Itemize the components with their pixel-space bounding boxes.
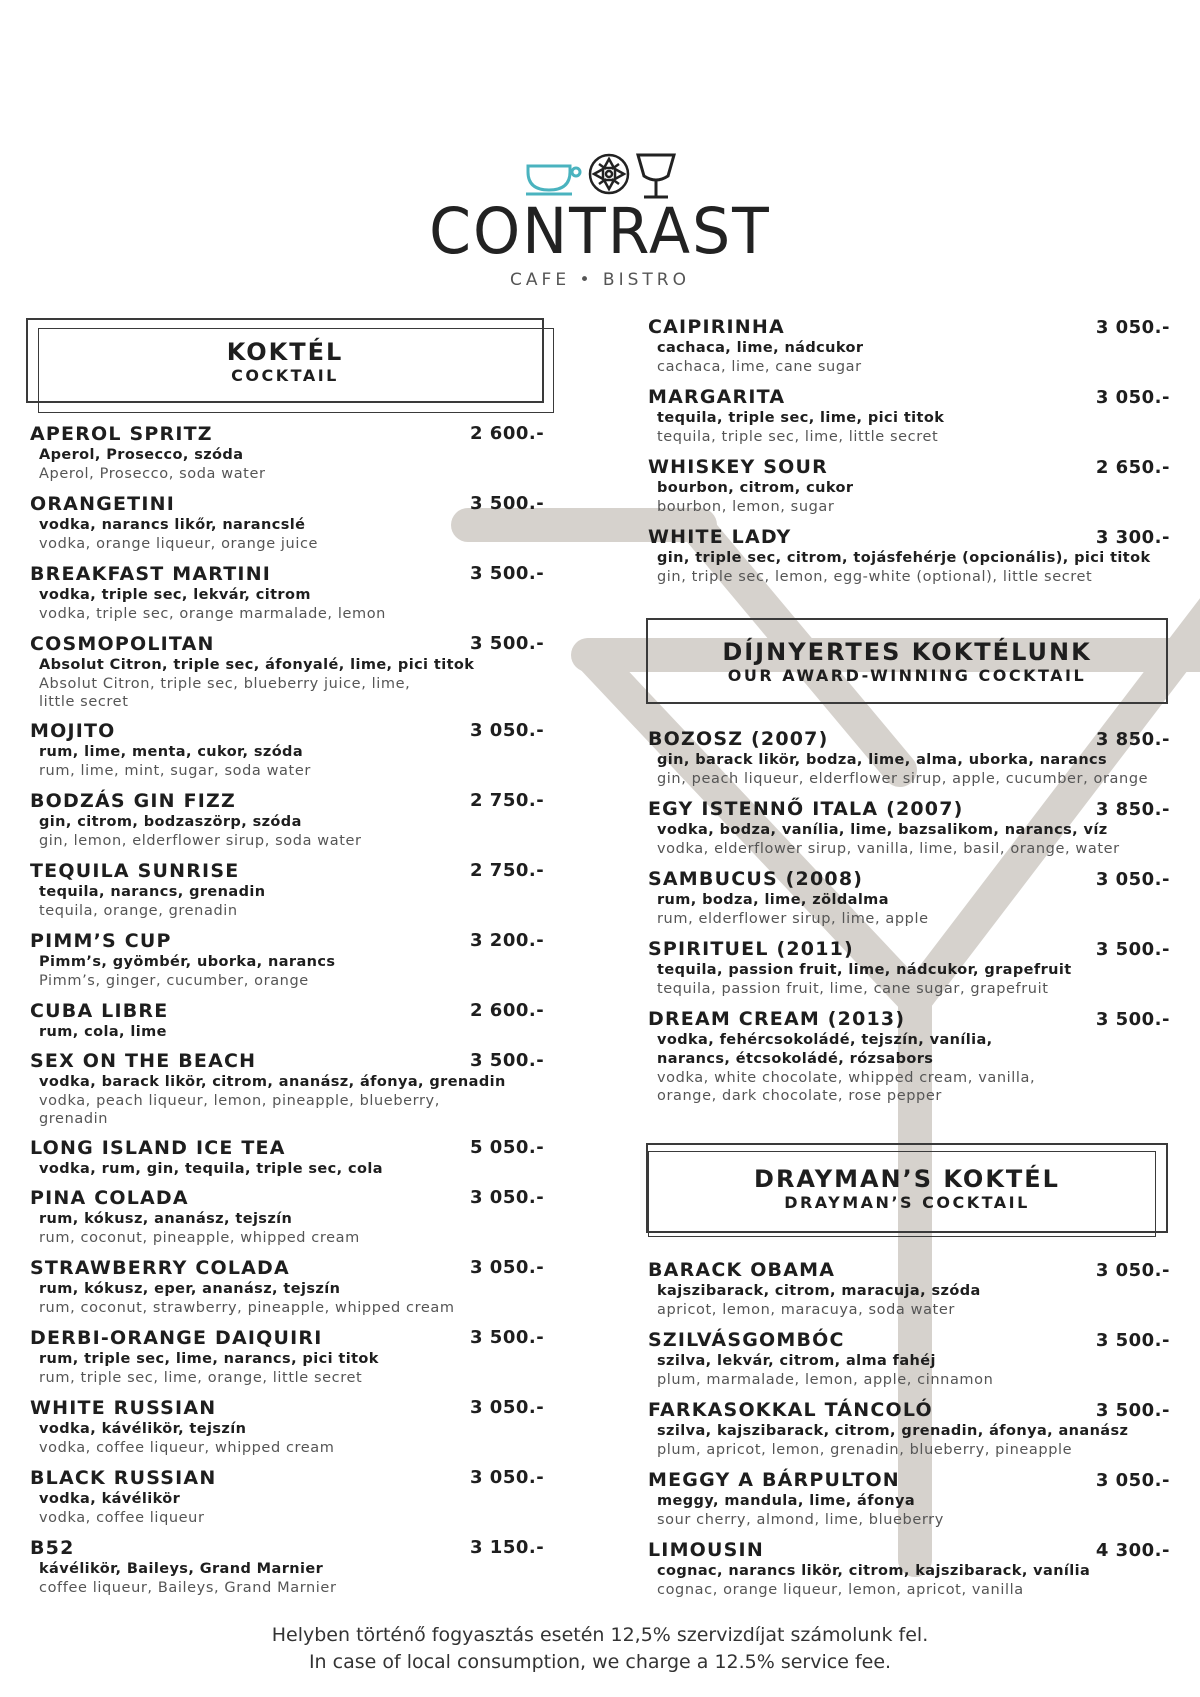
item-ingredients-en: rum, lime, mint, sugar, soda water: [39, 763, 311, 779]
menu-item: [30, 1257, 550, 1327]
item-name: MARGARITA: [648, 386, 786, 408]
item-name: PINA COLADA: [30, 1187, 189, 1209]
menu-item: [30, 493, 550, 563]
menu-item: [30, 860, 550, 930]
item-name: WHISKEY SOUR: [648, 456, 828, 478]
section-title-hu: DÍJNYERTES KOKTÉLUNK: [722, 638, 1092, 666]
section-header-award: [646, 618, 1168, 704]
menu-item: [30, 1137, 550, 1187]
menu-item: [648, 456, 1170, 526]
left-column: [30, 318, 550, 1603]
item-name: PIMM’S CUP: [30, 930, 172, 952]
item-price: 3 300.-: [1095, 527, 1170, 548]
item-price: 2 750.-: [470, 790, 545, 811]
section-title-hu: KOKTÉL: [226, 338, 344, 366]
menu-item: [648, 938, 1170, 1008]
item-ingredients-hu: szilva, kajszibarack, citrom, grenadin, áfonya, ananász: [657, 1423, 1129, 1439]
item-name: DERBI-ORANGE DAIQUIRI: [30, 1327, 323, 1349]
item-ingredients-hu: Pimm’s, gyömbér, uborka, narancs: [39, 954, 336, 970]
item-price: 2 750.-: [470, 860, 545, 881]
item-ingredients-hu: rum, cola, lime: [39, 1024, 167, 1040]
item-ingredients-hu: rum, kókusz, eper, ananász, tejszín: [39, 1281, 341, 1297]
item-ingredients-hu: rum, lime, menta, cukor, szóda: [39, 744, 304, 760]
right-column: [648, 316, 1170, 1609]
item-ingredients-en: rum, elderflower sirup, lime, apple: [657, 911, 929, 927]
item-price: 3 200.-: [470, 930, 545, 951]
item-ingredients-en: tequila, triple sec, lime, little secret: [657, 429, 939, 445]
item-name: SPIRITUEL (2011): [648, 938, 854, 960]
menu-item: [648, 526, 1170, 618]
item-ingredients-hu: Aperol, Prosecco, szóda: [39, 447, 244, 463]
item-ingredients-en: tequila, orange, grenadin: [39, 903, 238, 919]
item-ingredients-en: gin, peach liqueur, elderflower sirup, apple, cucumber, orange: [657, 771, 1149, 787]
item-name: BARACK OBAMA: [648, 1259, 836, 1281]
item-price: 3 500.-: [470, 1050, 545, 1071]
item-ingredients-en: vodka, orange liqueur, orange juice: [39, 536, 319, 552]
item-ingredients-en: vodka, coffee liqueur, whipped cream: [39, 1440, 335, 1456]
item-price: 3 050.-: [470, 1257, 545, 1278]
item-ingredients-hu: meggy, mandula, lime, áfonya: [657, 1493, 916, 1509]
section-title-en: COCKTAIL: [231, 366, 339, 385]
menu-item: [648, 1329, 1170, 1399]
menu-item: [648, 1259, 1170, 1329]
citrus-slice-icon: [590, 155, 628, 193]
item-ingredients-hu: tequila, narancs, grenadin: [39, 884, 266, 900]
item-ingredients-en: vodka, white chocolate, whipped cream, vanilla, orange, dark chocolate, rose pepper: [657, 1070, 1036, 1104]
item-name: ORANGETINI: [30, 493, 175, 515]
menu-item: [30, 1537, 550, 1603]
item-price: 2 600.-: [470, 1000, 545, 1021]
item-ingredients-hu: vodka, fehércsokoládé, tejszín, vanília, narancs, étcsokoládé, rózsabors: [657, 1032, 993, 1067]
menu-item: [30, 563, 550, 633]
item-price: 3 500.-: [1095, 939, 1170, 960]
item-price: 2 600.-: [470, 423, 545, 444]
item-name: SEX ON THE BEACH: [30, 1050, 257, 1072]
item-ingredients-hu: kajszibarack, citrom, maracuja, szóda: [657, 1283, 981, 1299]
item-price: 3 500.-: [470, 633, 545, 654]
item-ingredients-hu: tequila, passion fruit, lime, nádcukor, grapefruit: [657, 962, 1072, 978]
item-ingredients-en: rum, triple sec, lime, orange, little secret: [39, 1370, 363, 1386]
item-price: 3 500.-: [1095, 1009, 1170, 1030]
menu-item: [648, 386, 1170, 456]
item-ingredients-en: vodka, elderflower sirup, vanilla, lime, basil, orange, water: [657, 841, 1120, 857]
item-name: MEGGY A BÁRPULTON: [648, 1469, 900, 1491]
menu-item: [648, 728, 1170, 798]
section-header-drayman: [646, 1143, 1168, 1233]
item-price: 3 050.-: [1095, 1470, 1170, 1491]
item-name: BLACK RUSSIAN: [30, 1467, 217, 1489]
service-fee-notice: [0, 1622, 1200, 1676]
item-ingredients-en: gin, triple sec, lemon, egg-white (optional), little secret: [657, 569, 1093, 585]
item-price: 4 300.-: [1095, 1540, 1170, 1561]
item-name: CAIPIRINHA: [648, 316, 785, 338]
item-ingredients-hu: bourbon, citrom, cukor: [657, 480, 854, 496]
item-price: 2 650.-: [1095, 457, 1170, 478]
item-price: 3 500.-: [470, 563, 545, 584]
item-price: 3 500.-: [1095, 1400, 1170, 1421]
item-ingredients-hu: kávélikör, Baileys, Grand Marnier: [39, 1561, 324, 1577]
item-ingredients-en: vodka, peach liqueur, lemon, pineapple, blueberry, grenadin: [39, 1093, 440, 1127]
item-price: 3 050.-: [1095, 317, 1170, 338]
item-ingredients-hu: vodka, triple sec, lekvár, citrom: [39, 587, 311, 603]
item-ingredients-hu: cachaca, lime, nádcukor: [657, 340, 864, 356]
item-name: TEQUILA SUNRISE: [30, 860, 240, 882]
brand-header: [0, 150, 1200, 290]
item-ingredients-hu: tequila, triple sec, lime, pici titok: [657, 410, 945, 426]
item-ingredients-hu: gin, triple sec, citrom, tojásfehérje (opcionális), pici titok: [657, 550, 1151, 566]
menu-item: [30, 790, 550, 860]
item-name: BREAKFAST MARTINI: [30, 563, 272, 585]
item-price: 3 050.-: [1095, 869, 1170, 890]
section-title-en: DRAYMAN’S COCKTAIL: [784, 1193, 1030, 1212]
item-price: 3 050.-: [470, 1187, 545, 1208]
footer-line-hu: Helyben történő fogyasztás esetén 12,5% szervizdíjat számolunk fel.: [271, 1624, 929, 1646]
item-ingredients-en: rum, coconut, strawberry, pineapple, whipped cream: [39, 1300, 455, 1316]
brand-name: CONTRAST: [429, 195, 771, 269]
item-price: 3 050.-: [470, 1467, 545, 1488]
item-ingredients-en: plum, marmalade, lemon, apple, cinnamon: [657, 1372, 994, 1388]
item-ingredients-en: cognac, orange liqueur, lemon, apricot, vanilla: [657, 1582, 1024, 1598]
item-name: WHITE LADY: [648, 526, 792, 548]
award-list: [648, 728, 1170, 1143]
menu-item: [30, 1467, 550, 1537]
item-name: B52: [30, 1537, 75, 1559]
menu-item: [648, 798, 1170, 868]
item-name: COSMOPOLITAN: [30, 633, 215, 655]
item-price: 3 050.-: [470, 1397, 545, 1418]
item-name: FARKASOKKAL TÁNCOLÓ: [648, 1399, 933, 1421]
menu-item: [648, 1008, 1170, 1143]
drayman-list: [648, 1259, 1170, 1609]
item-price: 3 150.-: [470, 1537, 545, 1558]
menu-item: [648, 1399, 1170, 1469]
menu-item: [648, 868, 1170, 938]
item-name: LONG ISLAND ICE TEA: [30, 1137, 286, 1159]
menu-item: [648, 316, 1170, 386]
item-ingredients-hu: vodka, kávélikör, tejszín: [39, 1421, 247, 1437]
item-price: 3 500.-: [1095, 1330, 1170, 1351]
menu-item: [30, 1050, 550, 1137]
logo-icons: [520, 150, 680, 200]
item-ingredients-hu: gin, barack likör, bodza, lime, alma, uborka, narancs: [657, 752, 1108, 768]
item-name: LIMOUSIN: [648, 1539, 764, 1561]
item-ingredients-en: coffee liqueur, Baileys, Grand Marnier: [39, 1580, 337, 1596]
item-ingredients-hu: rum, bodza, lime, zöldalma: [657, 892, 889, 908]
item-ingredients-hu: vodka, bodza, vanília, lime, bazsalikom, narancs, víz: [657, 822, 1108, 838]
item-name: CUBA LIBRE: [30, 1000, 169, 1022]
item-ingredients-en: rum, coconut, pineapple, whipped cream: [39, 1230, 360, 1246]
item-ingredients-en: sour cherry, almond, lime, blueberry: [657, 1512, 944, 1528]
item-ingredients-en: cachaca, lime, cane sugar: [657, 359, 862, 375]
menu-item: [30, 1000, 550, 1050]
item-ingredients-hu: szilva, lekvár, citrom, alma fahéj: [657, 1353, 936, 1369]
item-ingredients-en: Aperol, Prosecco, soda water: [39, 466, 266, 482]
menu-item: [648, 1539, 1170, 1609]
item-ingredients-en: Absolut Citron, triple sec, blueberry juice, lime, little secret: [39, 676, 411, 710]
item-ingredients-hu: cognac, narancs likör, citrom, kajszibarack, vanília: [657, 1563, 1091, 1579]
cocktail-list: [30, 423, 550, 1603]
item-price: 5 050.-: [470, 1137, 545, 1158]
section-header-cocktail: [26, 318, 544, 403]
item-name: DREAM CREAM (2013): [648, 1008, 906, 1030]
wine-glass-icon: [638, 155, 674, 197]
item-ingredients-hu: vodka, barack likör, citrom, ananász, áfonya, grenadin: [39, 1074, 506, 1090]
item-ingredients-hu: gin, citrom, bodzaszörp, szóda: [39, 814, 302, 830]
item-name: APEROL SPRITZ: [30, 423, 213, 445]
menu-item: [30, 930, 550, 1000]
menu-item: [30, 720, 550, 790]
menu-item: [30, 1187, 550, 1257]
footer-line-en: In case of local consumption, we charge a 12.5% service fee.: [308, 1651, 892, 1673]
item-ingredients-hu: rum, triple sec, lime, narancs, pici titok: [39, 1351, 379, 1367]
item-name: EGY ISTENNŐ ITALA (2007): [648, 798, 964, 820]
item-ingredients-hu: vodka, rum, gin, tequila, triple sec, cola: [39, 1161, 383, 1177]
item-ingredients-en: bourbon, lemon, sugar: [657, 499, 835, 515]
item-price: 3 500.-: [470, 493, 545, 514]
item-ingredients-en: tequila, passion fruit, lime, cane sugar, grapefruit: [657, 981, 1049, 997]
section-title-hu: DRAYMAN’S KOKTÉL: [754, 1165, 1060, 1193]
menu-item: [30, 633, 550, 720]
section-title-en: OUR AWARD-WINNING COCKTAIL: [727, 666, 1087, 685]
cocktail-list-continued: [648, 316, 1170, 618]
menu-item: [30, 1327, 550, 1397]
item-name: MOJITO: [30, 720, 116, 742]
item-ingredients-en: plum, apricot, lemon, grenadin, blueberry, pineapple: [657, 1442, 1073, 1458]
coffee-cup-icon: [526, 166, 580, 194]
item-name: STRAWBERRY COLADA: [30, 1257, 290, 1279]
menu-item: [30, 423, 550, 493]
item-ingredients-en: Pimm’s, ginger, cucumber, orange: [39, 973, 309, 989]
item-name: BODZÁS GIN FIZZ: [30, 790, 236, 812]
brand-subtitle: CAFE • BISTRO: [510, 270, 690, 290]
item-ingredients-hu: vodka, kávélikör: [39, 1491, 181, 1507]
item-ingredients-en: apricot, lemon, maracuya, soda water: [657, 1302, 955, 1318]
item-price: 3 050.-: [470, 720, 545, 741]
item-ingredients-en: vodka, triple sec, orange marmalade, lemon: [39, 606, 386, 622]
item-ingredients-hu: Absolut Citron, triple sec, áfonyalé, lime, pici titok: [39, 657, 475, 673]
item-price: 3 500.-: [470, 1327, 545, 1348]
item-name: SAMBUCUS (2008): [648, 868, 864, 890]
menu-item: [648, 1469, 1170, 1539]
item-price: 3 850.-: [1095, 799, 1170, 820]
item-price: 3 850.-: [1095, 729, 1170, 750]
item-name: BOZOSZ (2007): [648, 728, 829, 750]
item-ingredients-hu: rum, kókusz, ananász, tejszín: [39, 1211, 293, 1227]
item-ingredients-en: vodka, coffee liqueur: [39, 1510, 205, 1526]
item-name: WHITE RUSSIAN: [30, 1397, 217, 1419]
menu-item: [30, 1397, 550, 1467]
item-name: SZILVÁSGOMBÓC: [648, 1329, 845, 1351]
item-price: 3 050.-: [1095, 387, 1170, 408]
item-ingredients-hu: vodka, narancs likőr, narancslé: [39, 517, 306, 533]
item-ingredients-en: gin, lemon, elderflower sirup, soda water: [39, 833, 362, 849]
item-price: 3 050.-: [1095, 1260, 1170, 1281]
